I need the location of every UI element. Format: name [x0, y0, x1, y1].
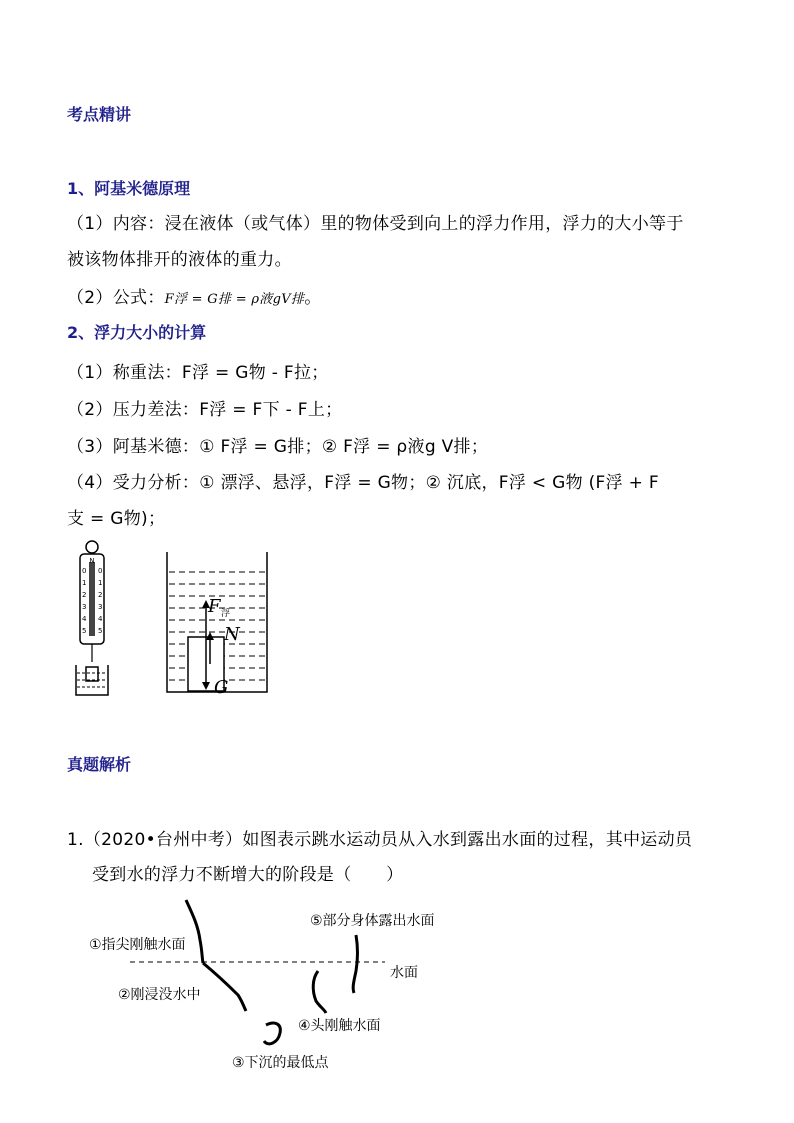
method-line: （3）阿基米德：① F浮 = G排；② F浮 = ρ液g V排； — [67, 437, 489, 457]
diver-stage2-label: ②刚浸没水中 — [118, 987, 201, 1003]
point1-title: 1、阿基米德原理 — [67, 179, 191, 198]
method-line: 支 = G物)； — [67, 509, 166, 529]
method-line: （2）压力差法：F浮 = F下 - F上； — [67, 400, 343, 420]
scale-tick: 3 — [82, 603, 87, 611]
diver-stage4-label: ④头刚触水面 — [298, 1018, 381, 1034]
formula-label: （2）公式： — [67, 288, 165, 308]
method-line: （1）称重法：F浮 = G物 - F拉； — [67, 363, 329, 383]
scale-tick: 5 — [98, 627, 103, 635]
question1-line1: 1.（2020•台州中考）如图表示跳水运动员从入水到露出水面的过程，其中运动员 — [67, 830, 693, 850]
scale-tick: 0 — [82, 567, 87, 575]
point1-formula-row — [67, 283, 322, 308]
buoyancy-force-label: F — [208, 596, 221, 617]
diver-stage1-label: ①指尖刚触水面 — [89, 937, 186, 953]
buoyancy-force-subscript: 浮 — [221, 609, 231, 619]
formula-end: 。 — [304, 288, 322, 308]
normal-force-label: N — [224, 624, 240, 645]
scale-tick: 5 — [82, 627, 87, 635]
scale-unit: N — [89, 557, 95, 565]
scale-tick: 4 — [98, 615, 103, 623]
water-surface-label: 水面 — [390, 965, 418, 981]
force-analysis-figure — [164, 552, 274, 697]
spring-scale-figure — [62, 537, 122, 702]
buoyancy-formula: F浮 = G排 = ρ液gV排 — [164, 292, 305, 307]
scale-tick: 2 — [98, 591, 103, 599]
gravity-label: G — [214, 677, 229, 697]
scale-tick: 0 — [98, 567, 103, 575]
scale-tick: 3 — [98, 603, 103, 611]
question1-line2: 受到水的浮力不断增大的阶段是（ ） — [92, 865, 404, 885]
scale-tick: 2 — [82, 591, 87, 599]
scale-tick: 4 — [82, 615, 87, 623]
point2-title: 2、浮力大小的计算 — [67, 323, 207, 342]
point1-content-line1: （1）内容：浸在液体（或气体）里的物体受到向上的浮力作用，浮力的大小等于 — [67, 214, 684, 234]
diver-stage5-label: ⑤部分身体露出水面 — [310, 913, 435, 929]
diver-stage3-label: ③下沉的最低点 — [232, 1055, 329, 1071]
scale-tick: 1 — [98, 579, 103, 587]
scale-tick: 1 — [82, 579, 87, 587]
section-title-exam-analysis: 真题解析 — [67, 755, 132, 774]
method-line: （4）受力分析：① 漂浮、悬浮，F浮 = G物；② 沉底，F浮 < G物 (F浮 + F — [67, 473, 659, 493]
point1-content-line2: 被该物体排开的液体的重力。 — [67, 250, 292, 270]
section-title-key-points: 考点精讲 — [67, 105, 132, 124]
